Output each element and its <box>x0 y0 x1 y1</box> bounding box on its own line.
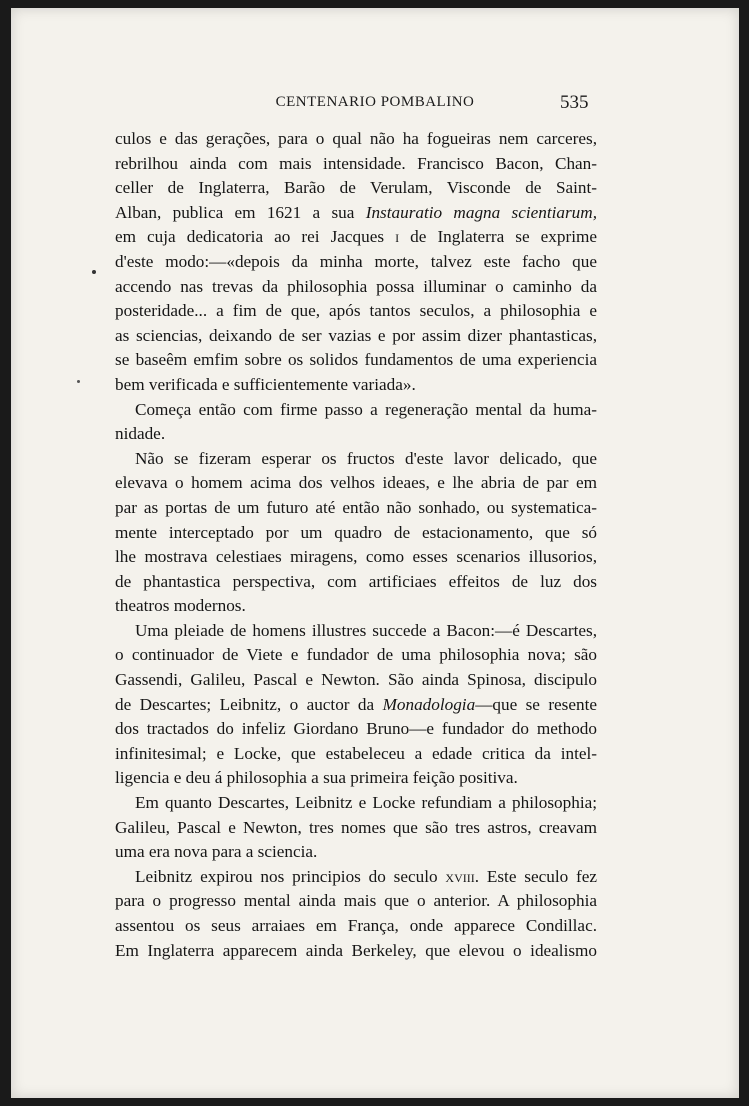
text-line: rebrilhou ainda com mais intensidade. Francisco Bacon, Chan- <box>115 153 597 173</box>
text-line: Em Inglaterra apparecem ainda Berkeley, que elevou o idealismo <box>115 940 597 960</box>
text-line: Gassendi, Galileu, Pascal e Newton. São ainda Spinosa, discipulo <box>115 670 597 690</box>
text-line: posteridade... a fim de que, após tantos seculos, a philosophia e <box>115 301 597 321</box>
text-line: d'este modo:—«depois da minha morte, talvez este facho que <box>115 251 597 271</box>
text-line: o continuador de Viete e fundador de uma philosophia nova; são <box>115 645 597 665</box>
ink-spot <box>77 380 80 383</box>
book-title: Instauratio magna scientiarum, <box>365 202 597 222</box>
text-line: par as portas de um futuro até então não sonhado, ou systematica- <box>115 497 597 517</box>
document-page <box>11 8 739 1098</box>
text-line: Alban, publica em 1621 a sua Instauratio magna scientiarum, <box>115 202 597 222</box>
text-line: Em quanto Descartes, Leibnitz e Locke refundiam a philosophia; <box>135 793 597 813</box>
text-line: de Descartes; Leibnitz, o auctor da Monadologia—que se resente <box>115 694 597 714</box>
text-line: mente interceptado por um quadro de estacionamento, que só <box>115 522 597 542</box>
text-line: infinitesimal; e Locke, que estabeleceu a edade critica da intel- <box>115 743 597 763</box>
text-line: assentou os seus arraiaes em França, onde apparece Condillac. <box>115 916 597 935</box>
text-line: lhe mostrava celestiaes miragens, como esses scenarios illusorios, <box>115 547 597 567</box>
text-line: as sciencias, deixando de ser vazias e por assim dizer phantasticas, <box>115 325 597 345</box>
book-title: Monadologia <box>382 694 476 714</box>
page-header <box>11 92 739 118</box>
page-number: 535 <box>560 92 589 113</box>
text-line: bem verificada e sufficientemente variada». <box>115 374 416 394</box>
text-line: Uma pleiade de homens illustres succede a Bacon:—é Descartes, <box>135 620 597 640</box>
text-line: culos e das gerações, para o qual não ha fogueiras nem carceres, <box>115 129 597 148</box>
text-line: dos tractados do infeliz Giordano Bruno—e fundador do methodo <box>115 719 597 739</box>
text-line: nidade. <box>115 424 166 444</box>
text-line: se baseêm emfim sobre os solidos fundamentos de uma experiencia <box>115 350 597 370</box>
text-line: Começa então com firme passo a regeneração mental da huma- <box>135 399 597 419</box>
text-line: Leibnitz expirou nos principios do seculo xviii. Este seculo fez <box>135 866 597 886</box>
text-line: em cuja dedicatoria ao rei Jacques i de Inglaterra se exprime <box>115 227 597 247</box>
text-line: elevava o homem acima dos velhos ideaes, e lhe abria de par em <box>115 473 597 493</box>
text-line: uma era nova para a sciencia. <box>115 842 318 862</box>
ink-spot <box>92 270 96 274</box>
running-title: CENTENARIO POMBALINO <box>275 94 475 110</box>
text-line: para o progresso mental ainda mais que o anterior. A philosophia <box>115 891 597 911</box>
text-line: theatros modernos. <box>115 596 246 616</box>
body-text <box>115 127 597 963</box>
text-line: ligencia e deu á philosophia a sua primeira feição positiva. <box>115 768 518 788</box>
text-line: de phantastica perspectiva, com artificiaes effeitos de luz dos <box>115 571 597 591</box>
text-line: accendo nas trevas da philosophia possa illuminar o caminho da <box>115 276 597 296</box>
text-line: Não se fizeram esperar os fructos d'este lavor delicado, que <box>135 448 597 468</box>
text-line: Galileu, Pascal e Newton, tres nomes que são tres astros, creavam <box>115 817 597 837</box>
text-line: celler de Inglaterra, Barão de Verulam, Visconde de Saint- <box>115 178 597 198</box>
